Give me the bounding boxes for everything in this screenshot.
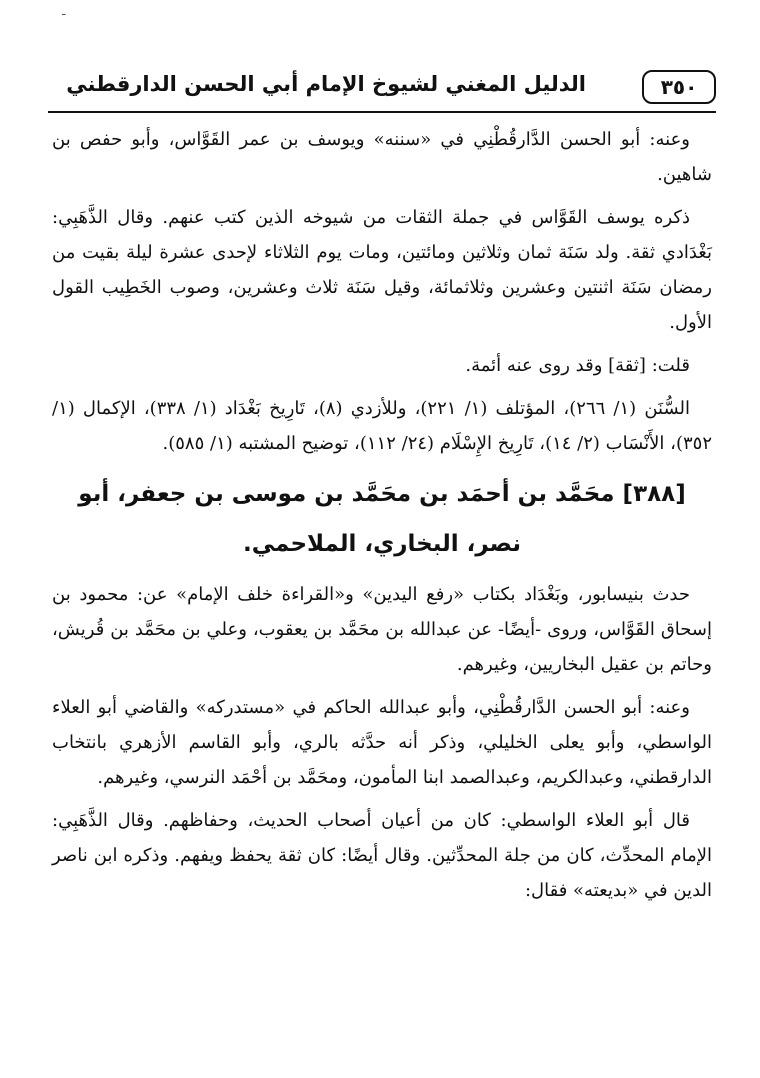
verdict-prefix: قلت: [651,355,690,376]
page-body [52,122,712,916]
verdict-value: ثقة [615,355,639,376]
verdict-bracket: [ثقة] [608,355,646,376]
narrators-paragraph: وعنه: أبو الحسن الدَّارقُطْنِي في «سننه» ويوسف بن عمر القَوَّاس، وأبو حفص بن شاهين. [52,129,712,185]
corner-mark: ـ [62,4,66,18]
verdict-suffix: وقد روى عنه أئمة. [465,355,603,376]
hadith-transmission-paragraph: حدث بنيسابور، وبَغْدَاد بكتاب «رفع اليدين» و«القراءة خلف الإمام» عن: محمود بن إسحاق القَوَّاس، وروى -أيضًا- عن عبدالله بن محَمَّد بن يعقوب، وعلي بن محَمَّد بن قُريش، وحاتم بن عقيل البخاريين، وغيرهم. [52,584,712,675]
page-header [48,70,716,112]
students-paragraph: وعنه: أبو الحسن الدَّارقُطْنِي، وأبو عبدالله الحاكم في «مستدركه» والقاضي أبو العلاء الواسطي، وأبو يعلى الخليلي، وذكر أنه حدَّثه بالري، وأبو القاسم الأزهري بانتخاب الدارقطني، وعبدالكريم، وعبدالصمد ابنا المأمون، ومحَمَّد بن أحْمَد النرسي، وغيرهم. [52,697,712,788]
header-rule [48,111,716,113]
page-number: ٣٥٠ [642,70,716,104]
running-title: الدليل المغني لشيوخ الإمام أبي الحسن الدارقطني [66,72,586,96]
biography-paragraph: ذكره يوسف القَوَّاس في جملة الثقات من شيوخه الذين كتب عنهم. وقال الذَّهَبِي: بَغْدَادي ثقة. ولد سَنَة ثمان وثلاثين ومائتين، ومات يوم الثلاثاء لإحدى عشرة ليلة بقيت من رمضان سَنَة اثنتين وعشرين وثلاثمائة، وقيل سَنَة ثلاث وعشرين، وصوب الخَطِيب القول الأول. [52,207,713,333]
verdict-paragraph [52,348,712,383]
assessment-paragraph: قال أبو العلاء الواسطي: كان من أعيان أصحاب الحديث، وحفاظهم. وقال الذَّهَبِي: الإمام المحدِّث، كان من جلة المحدِّثين. وقال أيضًا: كان ثقة يحفظ ويفهم. وذكره ابن ناصر الدين في «بديعته» فقال: [52,810,712,901]
sources-paragraph: السُّنَن (١/ ٢٦٦)، المؤتلف (١/ ٢٢١)، وللأزدي (٨)، تَارِيخ بَغْدَاد (١/ ٣٣٨)، الإكمال (١/ ٣٥٢)، الأَنْسَاب (٢/ ١٤)، تَارِيخ الإِسْلَام (٢٤/ ١١٢)، توضيح المشتبه (١/ ٥٨٥). [52,398,712,454]
entry-heading: [٣٨٨] محَمَّد بن أحمَد بن محَمَّد بن موسى بن جعفر، أبو نصر، البخاري، الملاحمي. [78,481,686,557]
